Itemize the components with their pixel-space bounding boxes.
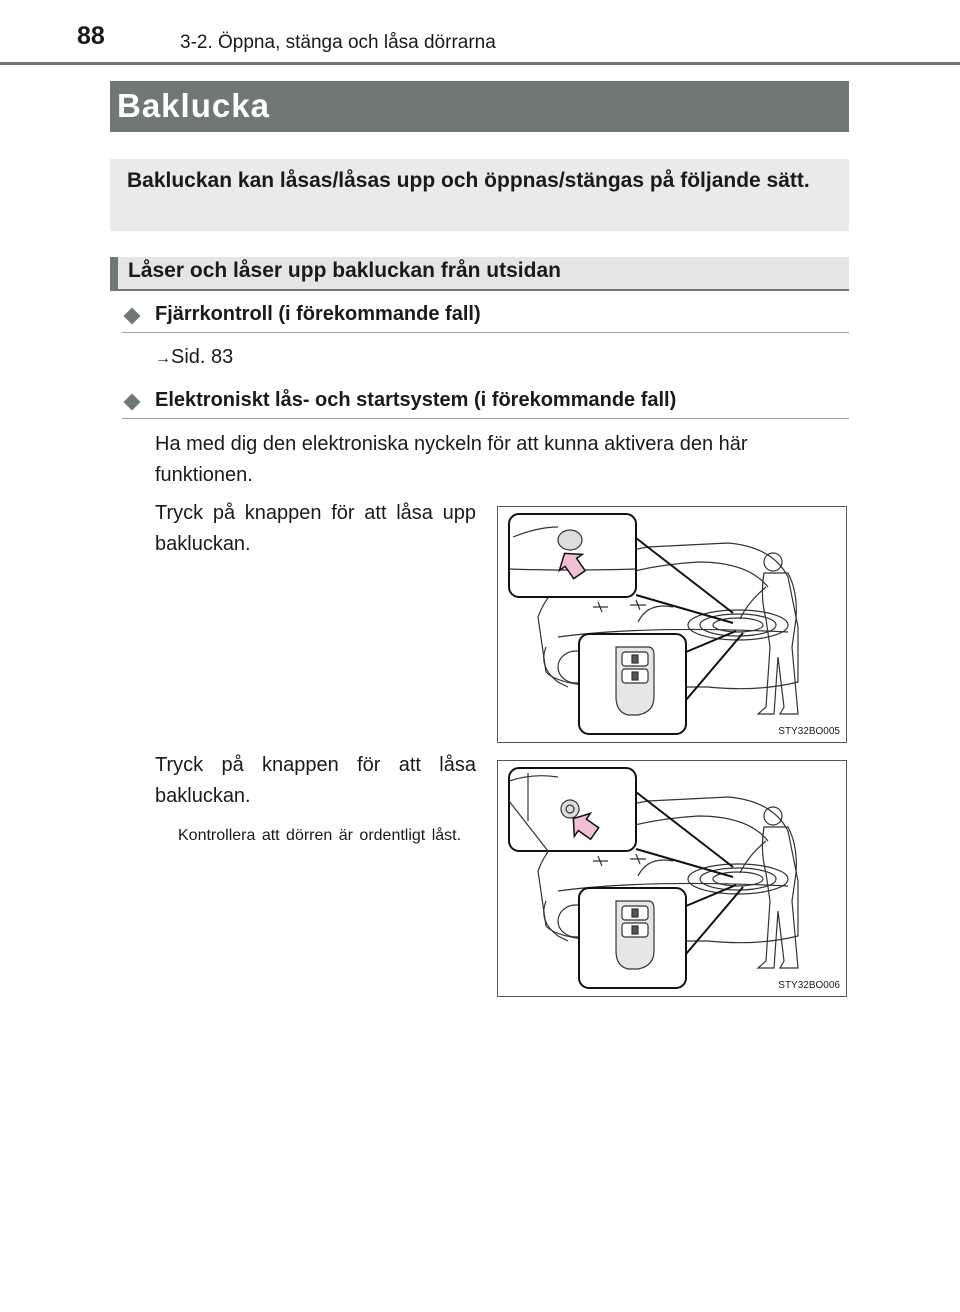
car-rear-illustration-icon — [498, 507, 848, 744]
item-heading-electronic — [122, 387, 849, 419]
diamond-bullet-icon — [124, 308, 141, 325]
page-reference-text: Sid. 83 — [171, 346, 234, 368]
subsection-title: Låser och låser upp bakluckan från utsidan — [128, 259, 561, 282]
illustration-code: STY32BO006 — [778, 980, 840, 991]
subsection-accent — [110, 257, 118, 289]
item-heading-text: Fjärrkontroll (i förekommande fall) — [155, 303, 481, 325]
header-divider — [0, 62, 960, 65]
lock-instruction: Tryck på knappen för att låsa bakluckan. — [155, 754, 476, 807]
car-rear-illustration-icon — [498, 761, 848, 998]
electronic-key-intro: Ha med dig den elektroniska nyckeln för att kunna aktivera den här funktionen. — [155, 433, 748, 486]
item-heading-remote — [122, 301, 849, 333]
page-title-bar — [110, 81, 849, 132]
intro-text: Bakluckan kan låsas/låsas upp och öppnas/stängas på följande sätt. — [127, 169, 810, 192]
page-reference[interactable] — [155, 346, 233, 369]
intro-box — [110, 159, 849, 231]
subsection-heading — [110, 257, 849, 291]
page-number: 88 — [77, 22, 105, 50]
lock-tailgate-illustration — [497, 760, 847, 997]
diamond-bullet-icon — [124, 394, 141, 411]
arrow-right-icon: → — [155, 350, 171, 367]
illustration-code: STY32BO005 — [778, 726, 840, 737]
section-reference: 3-2. Öppna, stänga och låsa dörrarna — [180, 32, 496, 53]
unlock-instruction: Tryck på knappen för att låsa upp bakluckan. — [155, 502, 476, 555]
lock-note: Kontrollera att dörren är ordentligt låst. — [178, 827, 462, 844]
unlock-tailgate-illustration — [497, 506, 847, 743]
item-heading-text: Elektroniskt lås- och startsystem (i förekommande fall) — [155, 389, 677, 411]
page-title: Baklucka — [117, 87, 270, 124]
